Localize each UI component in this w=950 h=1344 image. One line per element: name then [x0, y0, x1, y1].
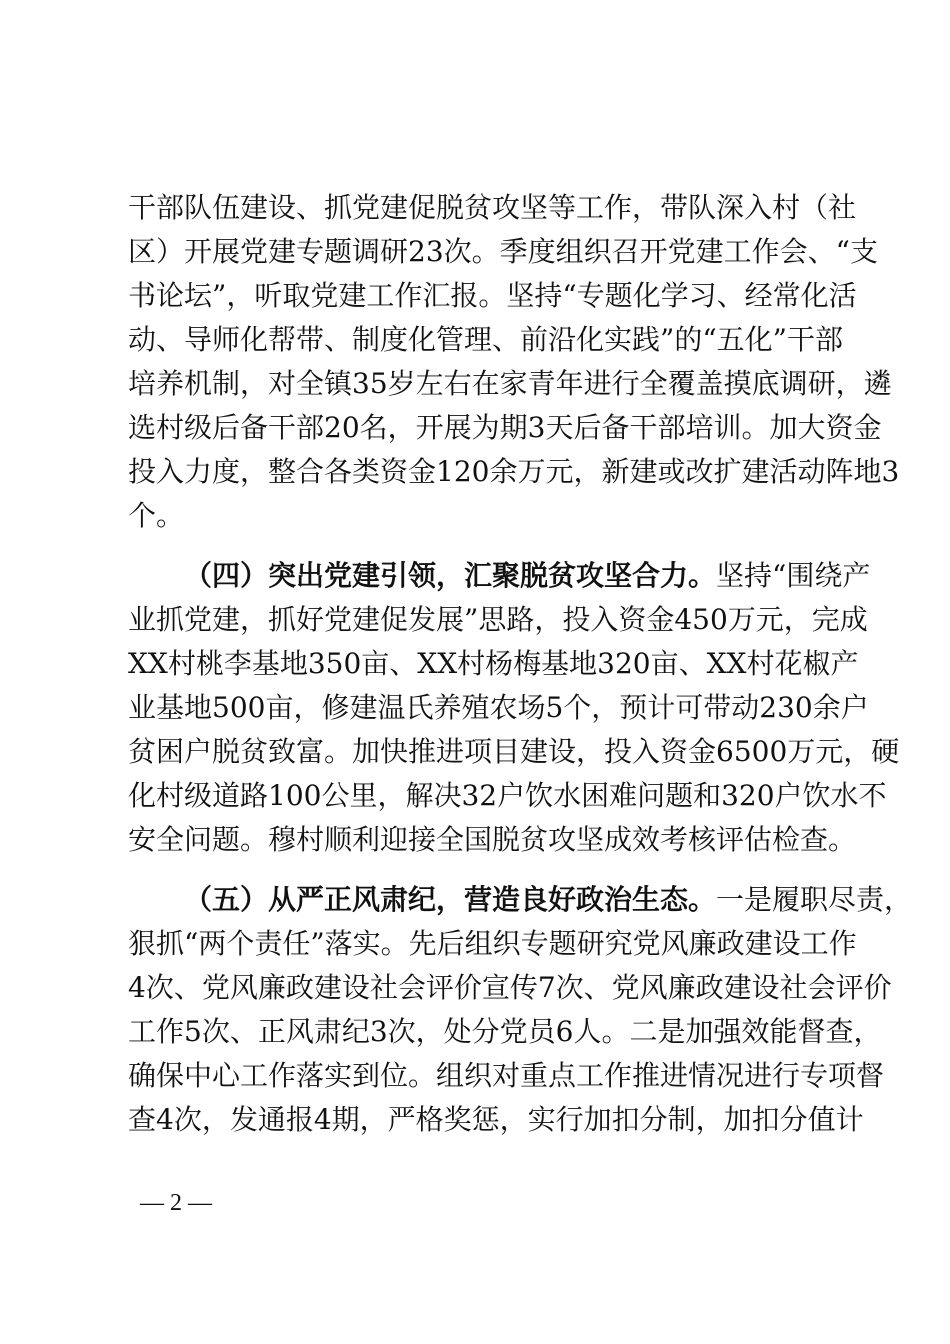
paragraph-1-line-3: 书论坛”，听取党建工作汇报。坚持“专题化学习、经常化活 [128, 279, 857, 312]
paragraph-3-heading: （五）从严正风肃纪，营造良好政治生态。 [184, 883, 717, 916]
paragraph-3-line-1 [184, 880, 913, 920]
paragraph-1-line-4: 动、导师化帮带、制度化管理、前沿化实践”的“五化”干部 [128, 323, 843, 356]
paragraph-2-line-7: 安全问题。穆村顺利迎接全国脱贫攻坚成效考核评估检查。 [128, 823, 857, 856]
paragraph-2-line-2: 业抓党建，抓好党建促发展”思路，投入资金450万元，完成 [128, 603, 868, 636]
paragraph-2-line-5: 贫困户脱贫致富。加快推进项目建设，投入资金6500万元，硬 [128, 735, 900, 768]
paragraph-3-first-line-text: 一是履职尽责， [716, 883, 913, 916]
paragraph-1-line-5: 培养机制，对全镇35岁左右在家青年进行全覆盖摸底调研，遴 [128, 367, 892, 400]
paragraph-3-line-2: 狠抓“两个责任”落实。先后组织专题研究党风廉政建设工作 [128, 927, 857, 960]
paragraph-3-line-3: 4次、党风廉政建设社会评价宣传7次、党风廉政建设社会评价 [128, 971, 892, 1004]
paragraph-2-line-4: 业基地500亩，修建温氏养殖农场5个，预计可带动230余户 [128, 691, 869, 724]
paragraph-3-line-5: 确保中心工作落实到位。组织对重点工作推进情况进行专项督 [128, 1059, 885, 1092]
paragraph-3-line-6: 查4次，发通报4期，严格奖惩，实行加扣分制，加扣分值计 [128, 1103, 864, 1136]
paragraph-1-line-1: 干部队伍建设、抓党建促脱贫攻坚等工作，带队深入村（社 [128, 191, 857, 224]
paragraph-2-line-1 [184, 556, 871, 596]
page-number: — 2 — [140, 1190, 212, 1216]
paragraph-1-line-8: 个。 [128, 499, 185, 532]
paragraph-3-line-4: 工作5次、正风肃纪3次，处分党员6人。二是加强效能督查， [128, 1015, 882, 1048]
paragraph-2-line-6: 化村级道路100公里，解决32户饮水困难问题和320户饮水不 [128, 779, 887, 812]
paragraph-1-line-2: 区）开展党建专题调研23次。季度组织召开党建工作会、“支 [128, 235, 878, 268]
paragraph-2-line-3: XX村桃李基地350亩、XX村杨梅基地320亩、XX村花椒产 [128, 647, 859, 680]
paragraph-2-heading: （四）突出党建引领，汇聚脱贫攻坚合力。 [184, 559, 717, 592]
paragraph-2-first-line-text: 坚持“围绕产 [716, 559, 871, 592]
paragraph-1-line-7: 投入力度，整合各类资金120余万元，新建或改扩建活动阵地3 [128, 455, 900, 488]
paragraph-1-line-6: 选村级后备干部20名，开展为期3天后备干部培训。加大资金 [128, 411, 882, 444]
